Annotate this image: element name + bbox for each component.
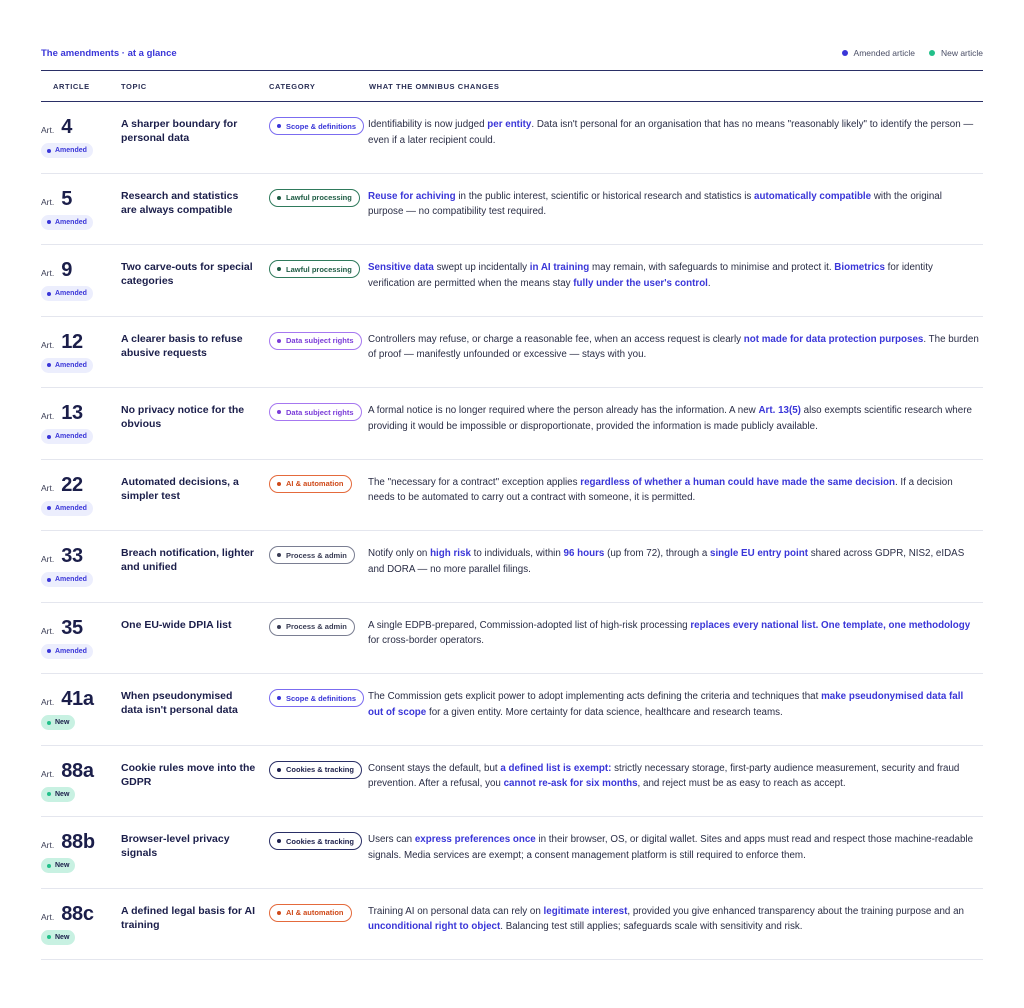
table-row xyxy=(41,746,983,818)
category-tag xyxy=(269,403,362,421)
article-number xyxy=(41,904,94,924)
article-prefix: Art. xyxy=(41,482,55,493)
row-description xyxy=(368,260,980,291)
article-num: 4 xyxy=(61,116,73,138)
status-badge xyxy=(41,787,75,802)
legend-item-new xyxy=(929,48,983,58)
row-description xyxy=(368,332,980,363)
highlighted-text: high risk xyxy=(430,548,471,559)
article-num: 12 xyxy=(61,330,83,353)
status-label: Amended xyxy=(55,218,87,226)
highlighted-text: 96 hours xyxy=(563,548,605,559)
article-number xyxy=(41,546,83,566)
category-label: AI & automation xyxy=(286,479,344,488)
category-tag xyxy=(269,546,355,564)
category-dot-icon xyxy=(277,267,281,271)
row-topic: A defined legal basis for AI training xyxy=(121,904,255,931)
category-tag xyxy=(269,260,360,278)
category-tag xyxy=(269,475,352,493)
category-tag xyxy=(269,761,362,779)
category-dot-icon xyxy=(277,696,281,700)
article-number xyxy=(41,475,83,495)
article-number xyxy=(41,689,94,709)
amended-dot-icon xyxy=(842,50,848,56)
description-text: Consent stays the default, but xyxy=(368,762,501,774)
description-text: strictly necessary storage, first-party audience measurement, security and fraud prevention. After a refusal, you xyxy=(368,762,960,789)
row-description xyxy=(368,546,980,577)
highlighted-text: Art. 13(5) xyxy=(758,405,801,416)
status-label: New xyxy=(55,933,70,941)
article-number xyxy=(41,260,72,280)
article-num: 88c xyxy=(61,902,94,925)
row-description xyxy=(368,904,980,935)
article-prefix: Art. xyxy=(41,840,55,850)
category-tag xyxy=(269,832,362,850)
status-label: Amended xyxy=(55,361,87,369)
row-description xyxy=(368,475,980,506)
description-text: Controllers may refuse, or charge a reasonable fee, when an access request is clearly xyxy=(368,333,744,345)
category-dot-icon xyxy=(277,339,281,343)
description-text: A formal notice is no longer required where the person already has the information. A new xyxy=(368,405,759,416)
article-num: 35 xyxy=(61,616,83,639)
article-prefix: Art. xyxy=(41,268,55,278)
highlighted-text: unconditional right to object xyxy=(368,921,501,932)
article-prefix: Art. xyxy=(41,196,55,207)
column-headers xyxy=(41,82,983,92)
category-tag xyxy=(269,189,360,207)
legend-label: New article xyxy=(940,48,983,58)
category-label: Lawful processing xyxy=(286,193,352,202)
status-dot-icon xyxy=(47,220,51,224)
highlighted-text: not made for data protection purposes xyxy=(743,333,924,345)
status-dot-icon xyxy=(47,435,51,439)
category-dot-icon xyxy=(277,410,281,414)
status-dot-icon xyxy=(47,149,51,153)
category-tag xyxy=(269,689,364,707)
status-badge xyxy=(41,143,93,158)
description-text: . Balancing test still applies; safeguards scale with sensitivity and risk. xyxy=(500,921,803,932)
status-badge xyxy=(41,215,93,230)
description-text: . The burden of proof — manifestly unfounded or excessive — stays with you. xyxy=(368,333,979,360)
article-number xyxy=(41,189,72,209)
table-row xyxy=(41,603,983,675)
status-badge xyxy=(41,429,93,444)
description-text: (up from 72), through a xyxy=(604,548,710,559)
article-number xyxy=(41,117,72,137)
table-row xyxy=(41,388,983,460)
category-label: Process & admin xyxy=(286,622,347,631)
status-badge xyxy=(41,572,93,587)
category-dot-icon xyxy=(277,625,281,629)
divider xyxy=(41,70,983,71)
row-topic: Two carve-outs for special categories xyxy=(121,261,253,287)
category-dot-icon xyxy=(277,553,281,557)
row-description xyxy=(368,403,980,434)
article-prefix: Art. xyxy=(41,625,55,636)
row-topic: A clearer basis to refuse abusive requests xyxy=(121,332,243,359)
status-dot-icon xyxy=(47,864,51,868)
status-badge xyxy=(41,930,75,945)
status-dot-icon xyxy=(47,792,51,796)
article-num: 13 xyxy=(61,402,83,424)
description-text: , and reject must be as easy to reach as accept. xyxy=(637,778,846,789)
status-dot-icon xyxy=(47,363,51,367)
description-text: with the original purpose — no compatibility test required. xyxy=(368,190,942,217)
row-description xyxy=(368,761,980,792)
highlighted-text: a defined list is exempt: xyxy=(500,762,612,774)
table-header-bar xyxy=(41,46,983,60)
highlighted-text: express preferences once xyxy=(414,834,536,845)
status-dot-icon xyxy=(47,578,51,582)
row-topic: One EU-wide DPIA list xyxy=(121,618,232,631)
description-text: A single EDPB-prepared, Commission-adopted list of high-risk processing xyxy=(368,619,691,631)
description-text: Training AI on personal data can rely on xyxy=(368,905,544,917)
description-text: Notify only on xyxy=(368,548,431,559)
article-number xyxy=(41,761,94,781)
status-dot-icon xyxy=(47,292,51,296)
highlighted-text: Sensitive data xyxy=(368,262,434,273)
description-text: The "necessary for a contract" exception applies xyxy=(368,476,581,488)
article-prefix: Art. xyxy=(41,911,55,922)
status-label: New xyxy=(55,719,70,726)
status-badge xyxy=(41,644,93,659)
highlighted-text: make pseudonymised data fall out of scope xyxy=(368,691,964,718)
row-description xyxy=(368,189,980,220)
column-header-category: CATEGORY xyxy=(269,82,316,91)
highlighted-text: in AI training xyxy=(529,262,590,273)
status-dot-icon xyxy=(47,649,51,653)
table-row xyxy=(41,817,983,889)
article-num: 5 xyxy=(61,187,73,210)
article-num: 88a xyxy=(61,759,94,782)
row-topic: Browser-level privacy signals xyxy=(121,833,230,859)
table-row xyxy=(41,245,983,317)
highlighted-text: regardless of whether a human could have made the same decision xyxy=(580,476,895,488)
table-row xyxy=(41,460,983,532)
article-num: 88b xyxy=(61,831,95,853)
status-badge xyxy=(41,715,75,730)
row-description xyxy=(368,832,980,863)
description-text: to individuals, within xyxy=(470,548,564,559)
status-label: Amended xyxy=(55,576,87,583)
row-topic: Research and statistics are always compatible xyxy=(121,189,239,216)
column-header-topic: TOPIC xyxy=(121,82,147,91)
category-label: Data subject rights xyxy=(286,336,354,345)
category-dot-icon xyxy=(277,124,281,128)
article-prefix: Art. xyxy=(41,411,55,421)
description-text: swept up incidentally xyxy=(433,262,530,273)
description-text: for a given entity. More certainty for data science, healthcare and research teams. xyxy=(426,706,783,718)
legend-label: Amended article xyxy=(853,48,915,58)
highlighted-text: Biometrics xyxy=(834,262,885,273)
description-text: . If a decision needs to be automated to carry out a contract with someone, it is permitted. xyxy=(368,476,953,503)
article-prefix: Art. xyxy=(41,697,55,707)
category-label: AI & automation xyxy=(286,908,344,917)
description-text: . xyxy=(707,277,711,289)
highlighted-text: replaces every national list. One template, one methodology xyxy=(690,619,971,631)
row-topic: Cookie rules move into the GDPR xyxy=(121,761,256,788)
legend xyxy=(842,48,983,58)
column-header-article: ARTICLE xyxy=(53,82,90,91)
new-dot-icon xyxy=(929,50,935,56)
table-row xyxy=(41,174,983,246)
article-prefix: Art. xyxy=(41,554,55,564)
description-text: in their browser, OS, or digital wallet. Sites and apps must read and respect those machine-readable signals. Media services are exempt; a consent management platform is still required to enforce them. xyxy=(368,834,974,861)
row-topic: Breach notification, lighter and unified xyxy=(121,547,255,573)
row-topic: Automated decisions, a simpler test xyxy=(121,475,239,502)
category-label: Lawful processing xyxy=(286,264,352,274)
description-text: shared across GDPR, NIS2, eIDAS and DORA — no more parallel filings. xyxy=(368,548,965,575)
highlighted-text: fully under the user's control xyxy=(573,277,708,289)
description-text: Users can xyxy=(368,834,415,845)
category-label: Scope & definitions xyxy=(286,121,357,131)
category-dot-icon xyxy=(277,196,281,200)
description-text: . Data isn't personal for an organisation that has no means "reasonably likely" to identify the person — even if a later recipient could. xyxy=(368,119,974,146)
row-description xyxy=(368,117,980,148)
article-num: 41a xyxy=(61,688,94,710)
table-body xyxy=(41,102,983,960)
description-text: The Commission gets explicit power to adopt implementing acts defining the criteria and techniques that xyxy=(368,691,822,702)
status-label: New xyxy=(55,790,70,798)
category-dot-icon xyxy=(277,482,281,486)
category-label: Cookies & tracking xyxy=(286,836,354,846)
table-row xyxy=(41,674,983,746)
article-number xyxy=(41,403,83,423)
status-dot-icon xyxy=(47,721,51,725)
highlighted-text: legitimate interest xyxy=(543,905,628,917)
table-row xyxy=(41,317,983,389)
description-text: also exempts scientific research where providing it would be impossible or disproportionate, provided the information is made publicly available. xyxy=(368,405,972,432)
status-label: New xyxy=(55,862,70,869)
category-dot-icon xyxy=(277,911,281,915)
description-text: for cross-border operators. xyxy=(368,635,484,646)
table-row xyxy=(41,102,983,174)
highlighted-text: per entity xyxy=(487,119,532,130)
row-description xyxy=(368,689,980,720)
category-label: Process & admin xyxy=(286,550,347,560)
status-label: Amended xyxy=(55,504,87,512)
article-prefix: Art. xyxy=(41,125,55,135)
category-dot-icon xyxy=(277,839,281,843)
description-text: may remain, with safeguards to minimise and protect it. xyxy=(589,262,835,273)
status-badge xyxy=(41,358,93,373)
article-number xyxy=(41,332,83,352)
article-num: 33 xyxy=(61,545,83,567)
status-badge xyxy=(41,286,93,301)
column-header-changes: WHAT THE OMNIBUS CHANGES xyxy=(369,82,500,91)
description-text: for identity verification are permitted when the means stay xyxy=(368,262,933,289)
highlighted-text: cannot re-ask for six months xyxy=(503,778,638,789)
status-dot-icon xyxy=(47,935,51,939)
category-tag xyxy=(269,117,364,135)
row-description xyxy=(368,618,980,649)
article-prefix: Art. xyxy=(41,768,55,779)
description-text: Identifiability is now judged xyxy=(368,119,488,130)
article-num: 9 xyxy=(61,259,73,281)
legend-item-amended xyxy=(842,48,915,58)
status-label: Amended xyxy=(55,433,87,440)
category-tag xyxy=(269,332,362,350)
description-text: in the public interest, scientific or historical research and statistics is xyxy=(455,190,755,202)
description-text: , provided you give enhanced transparency about the training purpose and an xyxy=(627,905,964,917)
row-topic: No privacy notice for the obvious xyxy=(121,404,245,430)
table-row xyxy=(41,889,983,961)
category-tag xyxy=(269,904,352,922)
highlighted-text: automatically compatible xyxy=(754,190,872,202)
category-label: Data subject rights xyxy=(286,407,354,417)
article-num: 22 xyxy=(61,473,83,496)
status-badge xyxy=(41,501,93,516)
category-label: Cookies & tracking xyxy=(286,765,354,774)
article-number xyxy=(41,618,83,638)
status-label: Amended xyxy=(55,290,87,297)
article-number xyxy=(41,832,95,852)
status-badge xyxy=(41,858,75,873)
article-prefix: Art. xyxy=(41,339,55,350)
highlighted-text: Reuse for achiving xyxy=(368,190,456,202)
table-row xyxy=(41,531,983,603)
page-title: The amendments · at a glance xyxy=(41,47,177,59)
status-dot-icon xyxy=(47,506,51,510)
row-topic: When pseudonymised data isn't personal data xyxy=(121,690,238,716)
status-label: Amended xyxy=(55,147,87,154)
category-tag xyxy=(269,618,355,636)
status-label: Amended xyxy=(55,647,87,655)
category-dot-icon xyxy=(277,768,281,772)
category-label: Scope & definitions xyxy=(286,693,357,703)
row-topic: A sharper boundary for personal data xyxy=(121,118,238,144)
highlighted-text: single EU entry point xyxy=(710,548,808,559)
